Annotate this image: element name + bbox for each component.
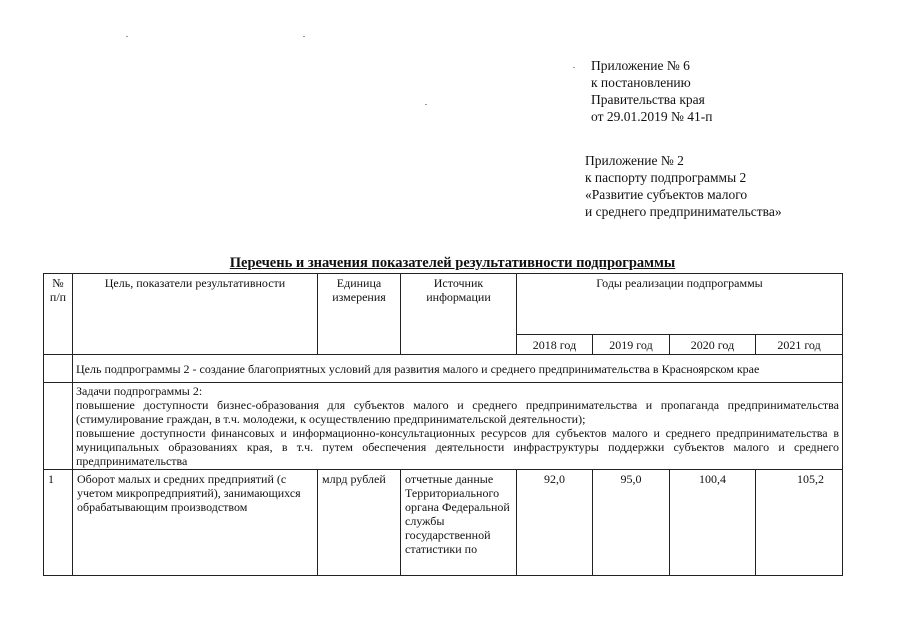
header-unit: Единица измерения	[318, 274, 401, 355]
header-year: 2019 год	[593, 335, 670, 355]
row-num: 1	[44, 470, 73, 576]
scan-speck	[303, 36, 305, 37]
row-unit: млрд рублей	[318, 470, 401, 576]
document-title: Перечень и значения показателей результативности подпрограммы	[229, 255, 676, 271]
appendix-2-line: Приложение № 2	[585, 153, 684, 168]
scan-speck	[126, 36, 128, 37]
appendix-2-line: «Развитие субъектов малого	[585, 187, 748, 202]
table-row	[44, 470, 843, 576]
table-header-row	[44, 274, 843, 335]
row-value-2018: 92,0	[517, 470, 593, 576]
scan-speck	[573, 67, 575, 68]
header-indicator: Цель, показатели результативности	[73, 274, 318, 355]
task-item: повышение доступности финансовых и информационно-консультационных ресурсов для субъектов малого и среднего предпринимательства в муниципальных образованиях края, в т.ч. путем обеспечения деятельности инфраструктуры поддержки субъектов малого и среднего предпринимательства	[76, 426, 840, 468]
header-num: № п/п	[44, 274, 73, 355]
header-year: 2018 год	[517, 335, 593, 355]
header-source: Источник информации	[401, 274, 517, 355]
appendix-6-line: Приложение № 6	[591, 58, 690, 73]
tasks-heading: Задачи подпрограммы 2:	[76, 384, 203, 398]
appendix-6-header	[591, 57, 712, 125]
appendix-6-line: Правительства края	[591, 92, 705, 107]
header-year: 2020 год	[670, 335, 756, 355]
goal-num-cell	[44, 355, 73, 383]
tasks-num-cell	[44, 383, 73, 470]
row-source: отчетные данные Территориального органа Федеральной службы государственной статистики по	[401, 470, 517, 576]
appendix-2-line: и среднего предпринимательства»	[585, 204, 782, 219]
task-item: повышение доступности бизнес-образования для субъектов малого и среднего предпринимательства и пропаганда предпринимательства (стимулирование граждан, в т.ч. молодежи, к осуществлению предпринимательской деятельности);	[76, 398, 840, 426]
goal-row	[44, 355, 843, 383]
appendix-6-line: от 29.01.2019 № 41-п	[591, 109, 713, 124]
appendix-2-line: к паспорту подпрограммы 2	[585, 170, 747, 185]
row-value-2021: 105,2	[756, 470, 843, 576]
row-value-2019: 95,0	[593, 470, 670, 576]
indicators-table	[43, 273, 843, 576]
header-years-group: Годы реализации подпрограммы	[517, 274, 843, 335]
header-year: 2021 год	[756, 335, 843, 355]
tasks-row	[44, 383, 843, 470]
tasks-cell	[73, 383, 843, 470]
row-value-2020: 100,4	[670, 470, 756, 576]
scan-speck	[425, 104, 427, 105]
goal-text: Цель подпрограммы 2 - создание благоприятных условий для развития малого и среднего предпринимательства в Красноярском крае	[73, 355, 843, 383]
appendix-2-header	[585, 152, 782, 220]
appendix-6-line: к постановлению	[591, 75, 691, 90]
row-indicator: Оборот малых и средних предприятий (с учетом микропредприятий), занимающихся обрабатывающим производством	[73, 470, 318, 576]
